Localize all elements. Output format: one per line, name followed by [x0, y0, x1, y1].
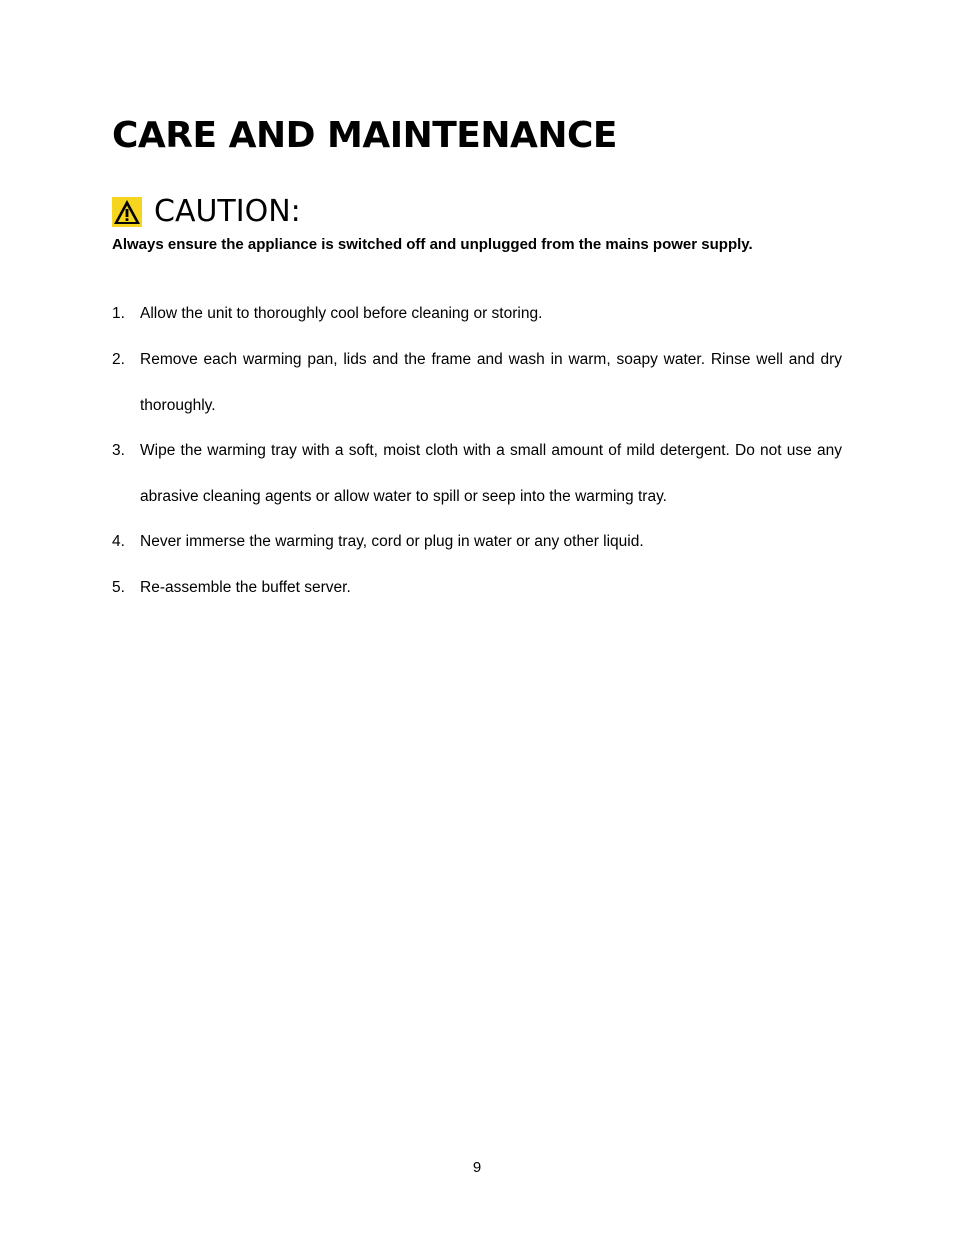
caution-label: CAUTION: [154, 194, 301, 229]
step-text: Never immerse the warming tray, cord or plug in water or any other liquid. [140, 533, 644, 551]
step-number: 1. [112, 305, 125, 322]
warning-icon [112, 197, 142, 227]
caution-text: Always ensure the appliance is switched off and unplugged from the mains power supply. [112, 236, 753, 253]
step-text: Remove each warming pan, lids and the frame and wash in warm, soapy water. Rinse well and dry thoroughly. [140, 351, 842, 414]
step-number: 3. [112, 442, 125, 459]
caution-heading [112, 192, 301, 232]
step-text: Wipe the warming tray with a soft, moist cloth with a small amount of mild detergent. Do not use any abrasive cleaning agents or allow water to spill or seep into the warming tray. [140, 442, 842, 505]
step-number: 2. [112, 351, 125, 368]
list-item [112, 440, 842, 531]
step-text: Re-assemble the buffet server. [140, 579, 351, 597]
list-item [112, 577, 842, 623]
steps-list [112, 303, 842, 623]
page-title: CARE AND MAINTENANCE [112, 115, 618, 156]
page-number: 9 [472, 1159, 482, 1176]
step-number: 5. [112, 579, 125, 596]
step-number: 4. [112, 533, 125, 550]
step-text: Allow the unit to thoroughly cool before cleaning or storing. [140, 305, 543, 323]
list-item [112, 349, 842, 440]
